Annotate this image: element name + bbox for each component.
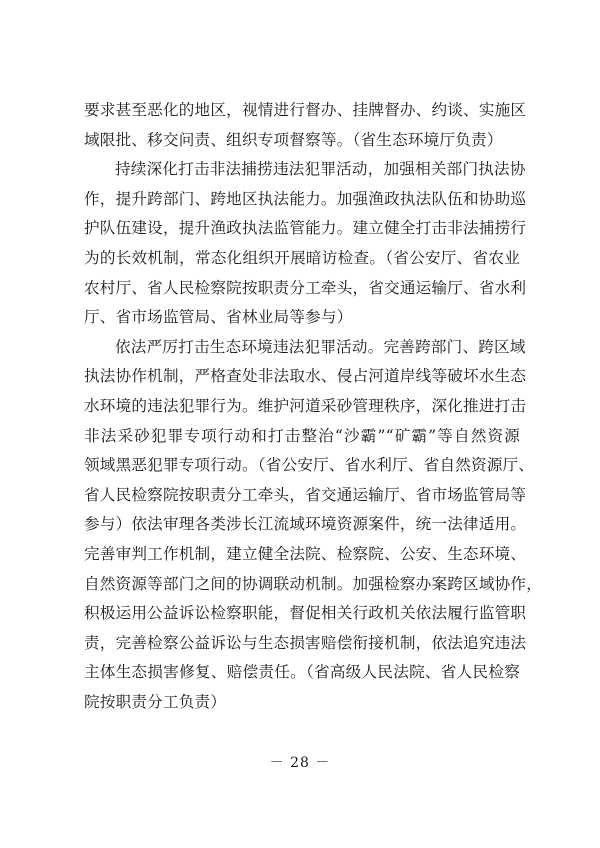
text-line: 水环境的违法犯罪行为。维护河道采砂管理秩序，深化推进打击 [84,396,527,415]
document-body [84,96,543,717]
paragraph-supervision [84,96,527,155]
text-line: 持续深化打击非法捕捞违法犯罪活动，加强相关部门执法协 [115,160,526,179]
text-line: 厅、省市场监管局、省林业局等参与） [84,308,353,327]
text-line: 主体生态损害修复、赔偿责任。（省高级人民法院、省人民检察 [84,663,520,682]
text-line: 域限批、移交问责、组织专项督察等。（省生态环境厅负责） [84,130,503,149]
text-line: 自然资源等部门之间的协调联动机制。加强检察办案跨区域协作， [84,574,543,593]
text-line: 依法严厉打击生态环境违法犯罪活动。完善跨部门、跨区域 [115,337,526,356]
text-line: 参与）依法审理各类涉长江流域环境资源案件，统一法律适用。 [84,515,527,534]
text-line: 省人民检察院按职责分工牵头，省交通运输厅、省市场监管局等 [84,485,527,504]
text-line: 非法采砂犯罪专项行动和打击整治“沙霸”“矿霸”等自然资源 [84,426,520,445]
text-line: 责，完善检察公益诉讼与生态损害赔偿衔接机制，依法追究违法 [84,633,527,652]
text-line: 为的长效机制，常态化组织开展暗访检查。（省公安厅、省农业 [84,248,520,267]
text-line: 完善审判工作机制，建立健全法院、检察院、公安、生态环境、 [84,544,527,563]
text-line: 农村厅、省人民检察院按职责分工牵头，省交通运输厅、省水利 [84,278,527,297]
page-number: － 28 － [269,755,331,771]
text-line: 领域黑恶犯罪专项行动。（省公安厅、省水利厅、省自然资源厅、 [84,456,535,475]
text-line: 院按职责分工负责） [84,692,227,711]
paragraph-eco-crime [84,333,543,718]
text-line: 执法协作机制，严格查处非法取水、侵占河道岸线等破坏水生态 [84,367,527,386]
text-line: 护队伍建设，提升渔政执法监管能力。建立健全打击非法捕捞行 [84,219,527,238]
text-line: 积极运用公益诉讼检察职能，督促相关行政机关依法履行监管职 [84,604,527,623]
text-line: 要求甚至恶化的地区，视情进行督办、挂牌督办、约谈、实施区 [84,101,527,119]
text-line: 作，提升跨部门、跨地区执法能力。加强渔政执法队伍和协助巡 [84,189,527,208]
paragraph-illegal-fishing [84,155,527,333]
